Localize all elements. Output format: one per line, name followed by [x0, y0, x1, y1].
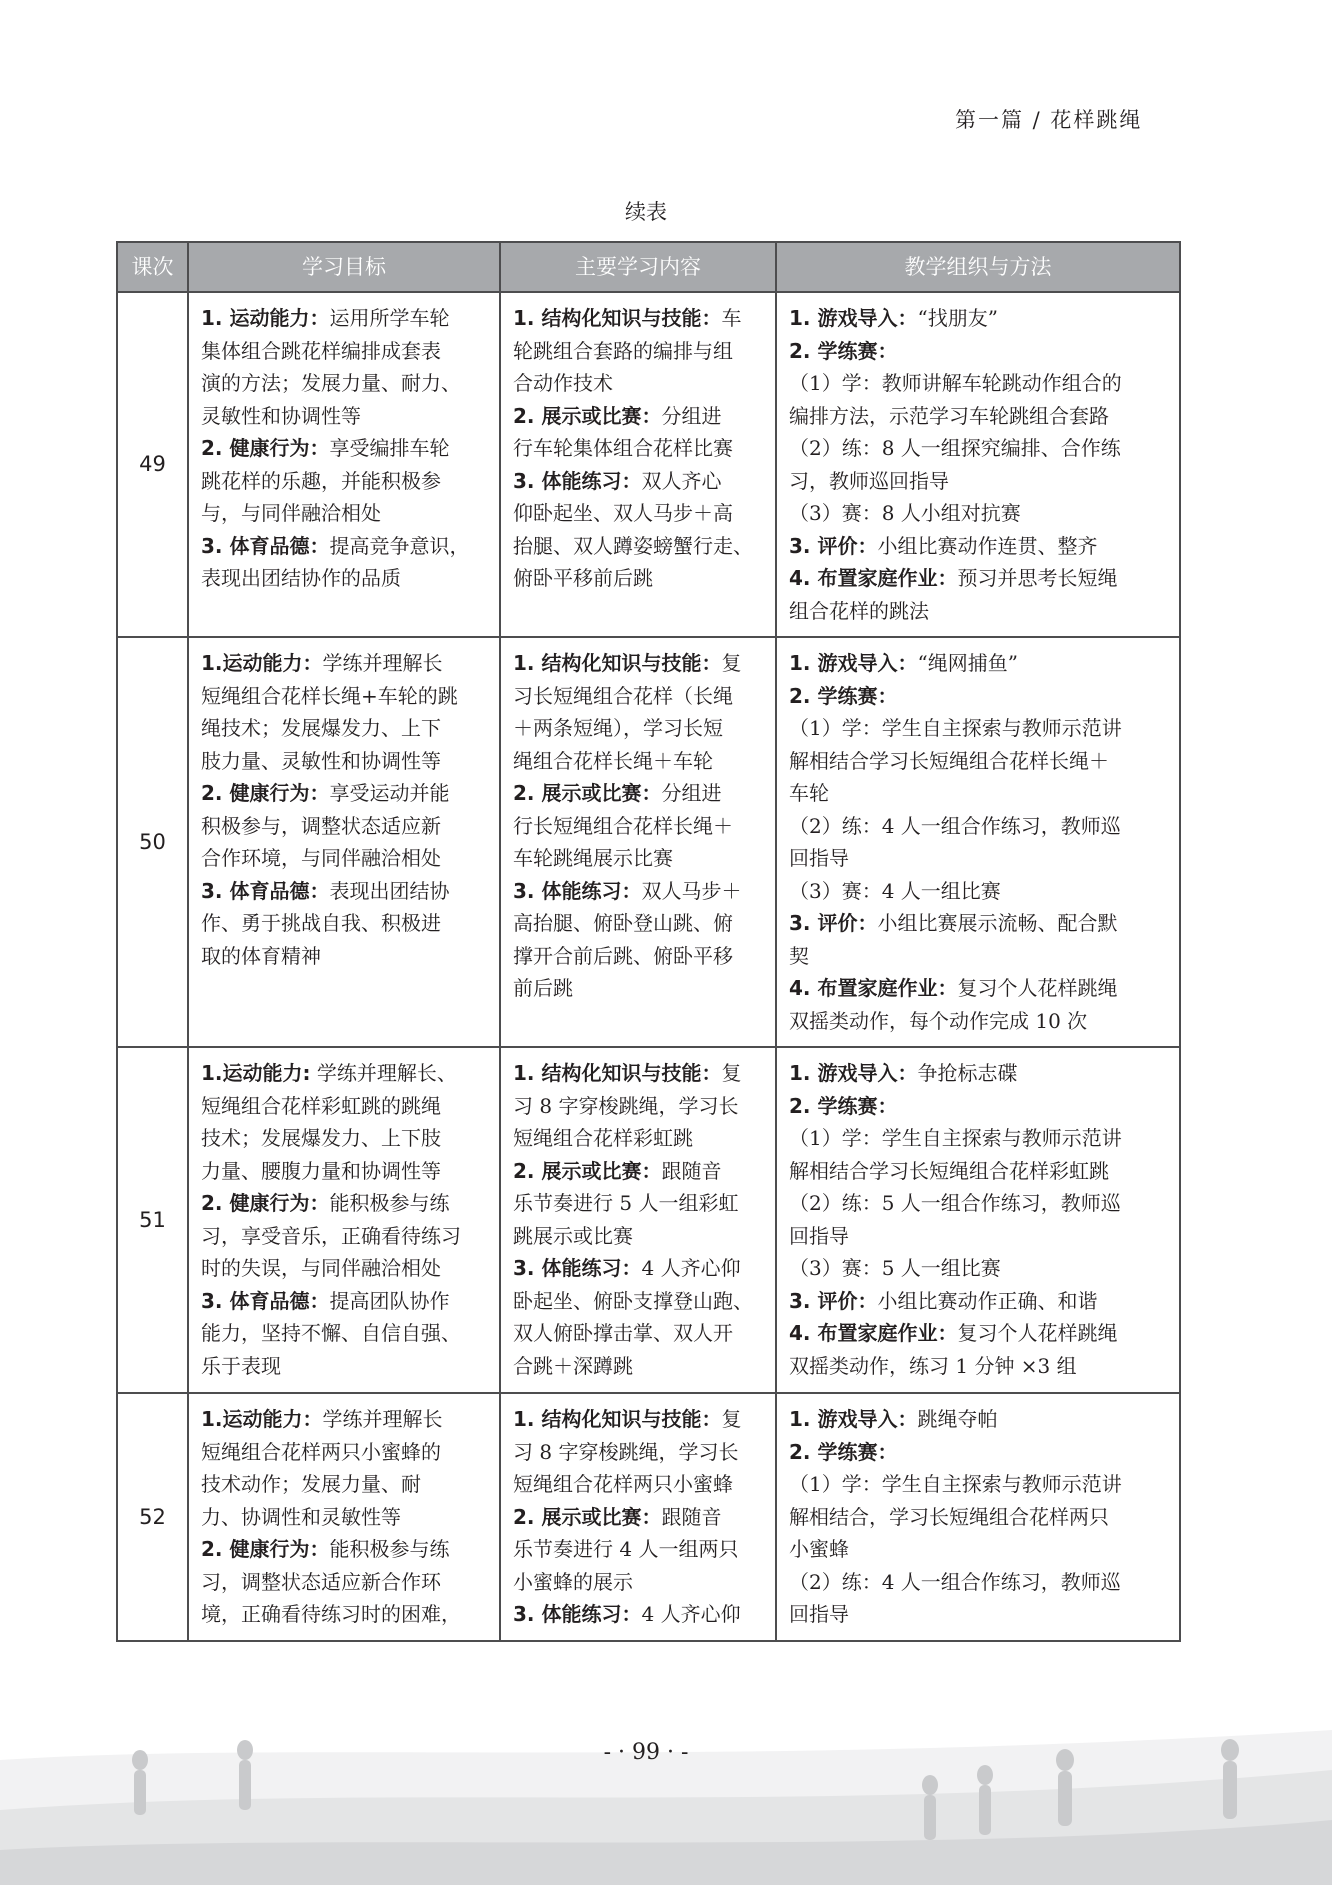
cell-line [789, 1501, 1171, 1534]
cell-line [201, 367, 491, 400]
line-text: 解相结合，学习长短绳组合花样两只 [789, 1504, 1109, 1529]
cell-line [513, 940, 767, 973]
cell-line [513, 1252, 767, 1285]
cell-goals [188, 637, 500, 1047]
line-label: 4. 布置家庭作业： [789, 566, 958, 590]
cell-line [513, 777, 767, 810]
cell-line [513, 1436, 767, 1469]
cell-line [513, 1187, 767, 1220]
cell-line [513, 712, 767, 745]
cell-goals [188, 292, 500, 637]
cell-line [201, 680, 491, 713]
cell-line [789, 367, 1171, 400]
cell-line [513, 1350, 767, 1383]
line-label: 1. 游戏导入： [789, 1407, 918, 1431]
cell-line [789, 1090, 1171, 1123]
lesson-number: 51 [117, 1047, 188, 1393]
line-text: 表现出团结协 [329, 878, 450, 903]
line-label: 3. 体育品德： [201, 533, 330, 558]
cell-line [513, 400, 767, 433]
table-caption: 续表 [625, 200, 667, 224]
line-text: 肢力量、灵敏性和协调性等 [201, 748, 441, 773]
cell-line [201, 777, 491, 810]
cell-line [789, 1057, 1171, 1090]
cell-line [789, 1317, 1171, 1350]
cell-line [201, 530, 491, 563]
header-lesson: 课次 [117, 242, 188, 292]
cell-line [513, 530, 767, 563]
line-label: 2. 健康行为： [201, 436, 330, 460]
cell-line [513, 562, 767, 595]
cell-methods [776, 1047, 1180, 1393]
cell-line [789, 302, 1171, 335]
line-text: 抬腿、双人蹲姿螃蟹行走、 [513, 533, 753, 558]
line-text: 解相结合学习长短绳组合花样长绳＋ [789, 748, 1109, 773]
cell-goals [188, 1047, 500, 1393]
line-text: 复习个人花样跳绳 [957, 1321, 1118, 1345]
line-text: 仰卧起坐、双人马步＋高 [513, 501, 733, 525]
cell-line [513, 1090, 767, 1123]
line-text: 组合花样的跳法 [789, 598, 929, 623]
cell-line [201, 400, 491, 433]
line-text: 运用所学车轮 [329, 306, 450, 330]
footer-decoration [0, 1700, 1332, 1885]
line-text: 学练并理解长 [322, 1407, 443, 1431]
line-text: 复习个人花样跳绳 [957, 976, 1118, 1000]
line-label: 2. 展示或比赛： [513, 1158, 662, 1183]
cell-line [513, 745, 767, 778]
line-text: 4 人齐心仰 [641, 1256, 741, 1280]
cell-line [201, 712, 491, 745]
cell-line [789, 595, 1171, 628]
line-text: 习，享受音乐，正确看待练习 [201, 1223, 461, 1248]
cell-line [789, 712, 1171, 745]
cell-line [789, 530, 1171, 563]
cell-line [789, 810, 1171, 843]
line-label: 2. 学练赛： [789, 1093, 898, 1118]
line-label: 2. 展示或比赛： [513, 403, 662, 428]
cell-line [513, 1403, 767, 1436]
line-text: 小组比赛动作连贯、整齐 [877, 533, 1098, 558]
line-label: 3. 评价： [789, 1288, 878, 1313]
line-text: 学练并理解长 [322, 651, 443, 675]
cell-line [789, 777, 1171, 810]
line-label: 1. 游戏导入： [789, 306, 918, 330]
cell-content [500, 1393, 776, 1641]
line-text: （2）练：4 人一组合作练习，教师巡 [789, 813, 1121, 838]
line-text: 享受编排车轮 [329, 436, 450, 460]
cell-line [201, 1317, 491, 1350]
cell-line [513, 1122, 767, 1155]
line-text: 短绳组合花样彩虹跳的跳绳 [201, 1093, 441, 1118]
line-text: 能积极参与练 [329, 1537, 450, 1561]
line-text: 与，与同伴融洽相处 [201, 501, 381, 525]
cell-content [500, 637, 776, 1047]
line-text: 小蜜蜂 [789, 1537, 849, 1561]
line-text: ＋两条短绳），学习长短 [513, 716, 723, 740]
cell-line [789, 972, 1171, 1005]
cell-line [513, 810, 767, 843]
line-label: 1. 结构化知识与技能： [513, 1061, 722, 1085]
line-label: 1. 结构化知识与技能： [513, 651, 722, 675]
line-text: 契 [789, 943, 809, 968]
line-text: 行长短绳组合花样长绳＋ [513, 813, 733, 838]
line-text: 享受运动并能 [329, 781, 450, 805]
cell-line [513, 842, 767, 875]
line-label: 1.运动能力: [201, 1061, 311, 1085]
cell-line [789, 400, 1171, 433]
cell-line [789, 940, 1171, 973]
cell-line [789, 680, 1171, 713]
cell-content [500, 292, 776, 637]
line-label: 3. 体能练习： [513, 468, 642, 493]
line-label: 3. 评价： [789, 533, 878, 558]
line-label: 3. 评价： [789, 911, 878, 935]
line-text: （3）赛：5 人一组比赛 [789, 1256, 1001, 1280]
cell-line [201, 1533, 491, 1566]
cell-line [513, 972, 767, 1005]
line-text: 俯卧平移前后跳 [513, 566, 653, 590]
cell-line [789, 1220, 1171, 1253]
line-label: 3. 体育品德： [201, 878, 330, 903]
cell-line [201, 745, 491, 778]
line-text: 习长短绳组合花样（长绳 [513, 683, 733, 708]
line-label: 1.运动能力： [201, 651, 323, 675]
lesson-number: 49 [117, 292, 188, 637]
line-text: 习，调整状态适应新合作环 [201, 1569, 441, 1594]
chapter-header: 第一篇 / 花样跳绳 [955, 108, 1143, 132]
cell-line [201, 302, 491, 335]
cell-line [513, 302, 767, 335]
cell-line [201, 842, 491, 875]
cell-line [201, 1403, 491, 1436]
line-text: （3）赛：8 人小组对抗赛 [789, 501, 1021, 525]
header-content: 主要学习内容 [500, 242, 776, 292]
line-text: 学练并理解长、 [310, 1061, 457, 1085]
line-text: 轮跳组合套路的编排与组 [513, 338, 733, 363]
cell-line [201, 497, 491, 530]
line-label: 2. 展示或比赛： [513, 781, 662, 805]
line-text: 复 [721, 1061, 742, 1085]
line-text: 乐于表现 [201, 1353, 281, 1378]
cell-line [513, 1566, 767, 1599]
cell-line [201, 1566, 491, 1599]
line-text: 回指导 [789, 1223, 849, 1248]
line-label: 1.运动能力： [201, 1407, 323, 1431]
line-label: 4. 布置家庭作业： [789, 976, 958, 1000]
cell-methods [776, 1393, 1180, 1641]
line-text: 绳组合花样长绳＋车轮 [513, 748, 713, 773]
cell-line [789, 465, 1171, 498]
cell-line [789, 432, 1171, 465]
line-label: 3. 体能练习： [513, 878, 642, 903]
line-text: 演的方法；发展力量、耐力、 [201, 371, 461, 395]
cell-line [201, 940, 491, 973]
line-text: 提高团队协作 [329, 1288, 450, 1313]
line-label: 2. 健康行为： [201, 1191, 330, 1215]
cell-line [201, 1090, 491, 1123]
line-text: 跳展示或比赛 [513, 1223, 633, 1248]
line-label: 4. 布置家庭作业： [789, 1321, 958, 1345]
cell-line [513, 432, 767, 465]
cell-line [513, 647, 767, 680]
cell-line [513, 1598, 767, 1631]
line-text: 前后跳 [513, 976, 573, 1000]
table-row [117, 637, 1180, 1047]
line-text: 行车轮集体组合花样比赛 [513, 436, 733, 460]
cell-line [789, 1005, 1171, 1038]
line-text: 提高竞争意识， [329, 533, 470, 558]
line-text: 取的体育精神 [201, 943, 321, 968]
line-label: 2. 学练赛： [789, 338, 898, 363]
cell-line [201, 465, 491, 498]
cell-line [513, 497, 767, 530]
line-text: 作、勇于挑战自我、积极进 [201, 911, 441, 935]
line-text: 跳绳夺帕 [917, 1407, 998, 1431]
cell-line [789, 907, 1171, 940]
line-text: 小组比赛展示流畅、配合默 [877, 911, 1118, 935]
cell-line [789, 745, 1171, 778]
line-text: 灵敏性和协调性等 [201, 403, 361, 428]
line-label: 3. 体能练习： [513, 1256, 642, 1280]
cell-line [789, 1187, 1171, 1220]
lesson-number: 50 [117, 637, 188, 1047]
line-text: 能力，坚持不懈、自信自强、 [201, 1321, 461, 1345]
line-text: 编排方法，示范学习车轮跳组合套路 [789, 403, 1109, 428]
cell-line [513, 875, 767, 908]
cell-content [500, 1047, 776, 1393]
cell-line [201, 562, 491, 595]
table-row [117, 1047, 1180, 1393]
line-text: 预习并思考长短绳 [957, 566, 1118, 590]
line-text: 车轮跳绳展示比赛 [513, 846, 673, 870]
cell-line [513, 1155, 767, 1188]
line-text: 争抢标志碟 [917, 1061, 1018, 1085]
line-label: 2. 健康行为： [201, 1537, 330, 1561]
line-label: 1. 游戏导入： [789, 1061, 918, 1085]
line-text: 力量、腰腹力量和协调性等 [201, 1158, 441, 1183]
line-text: 双摇类动作，每个动作完成 10 次 [789, 1008, 1088, 1033]
line-text: 合跳＋深蹲跳 [513, 1353, 633, 1378]
line-text: 双人齐心 [641, 468, 722, 493]
line-text: 双人马步＋ [641, 878, 742, 903]
line-text: 车 [721, 306, 742, 330]
cell-line [789, 1436, 1171, 1469]
line-text: 表现出团结协作的品质 [201, 566, 401, 590]
cell-line [789, 1403, 1171, 1436]
line-text: 跟随音 [661, 1504, 722, 1529]
cell-line [513, 1533, 767, 1566]
line-text: 力、协调性和灵敏性等 [201, 1504, 401, 1529]
line-text: 合作环境，与同伴融洽相处 [201, 846, 441, 870]
cell-line [201, 432, 491, 465]
cell-line [789, 1350, 1171, 1383]
line-label: 2. 学练赛： [789, 683, 898, 708]
cell-line [201, 875, 491, 908]
line-text: 能积极参与练 [329, 1191, 450, 1215]
header-goals: 学习目标 [188, 242, 500, 292]
line-text: 双人俯卧撑击掌、双人开 [513, 1321, 733, 1345]
cell-line [789, 497, 1171, 530]
line-text: 乐节奏进行 5 人一组彩虹 [513, 1191, 739, 1215]
cell-line [513, 907, 767, 940]
cell-line [201, 810, 491, 843]
line-text: 短绳组合花样两只小蜜蜂 [513, 1472, 733, 1496]
line-text: 习 8 字穿梭跳绳，学习长 [513, 1093, 739, 1118]
cell-line [201, 907, 491, 940]
cell-line [201, 335, 491, 368]
table-row [117, 292, 1180, 637]
line-text: （3）赛：4 人一组比赛 [789, 878, 1001, 903]
line-text: 习，教师巡回指导 [789, 468, 949, 493]
cell-line [789, 1598, 1171, 1631]
line-text: （1）学：教师讲解车轮跳动作组合的 [789, 371, 1122, 395]
cell-line [201, 1468, 491, 1501]
line-text: （2）练：4 人一组合作练习，教师巡 [789, 1569, 1121, 1594]
cell-line [513, 1317, 767, 1350]
line-text: 合动作技术 [513, 371, 613, 395]
cell-line [201, 1122, 491, 1155]
cell-line [201, 1436, 491, 1469]
line-text: （2）练：8 人一组探究编排、合作练 [789, 436, 1121, 460]
line-text: 乐节奏进行 4 人一组两只 [513, 1537, 739, 1561]
line-text: “找朋友” [917, 306, 998, 330]
cell-line [513, 367, 767, 400]
line-text: 积极参与，调整状态适应新 [201, 813, 441, 838]
cell-line [789, 1252, 1171, 1285]
cell-methods [776, 292, 1180, 637]
line-text: 习 8 字穿梭跳绳，学习长 [513, 1439, 739, 1464]
cell-line [513, 335, 767, 368]
table-header-row [117, 242, 1180, 292]
line-text: 卧起坐、俯卧支撑登山跑、 [513, 1288, 753, 1313]
line-text: 小蜜蜂的展示 [513, 1569, 633, 1594]
cell-line [789, 1533, 1171, 1566]
line-text: 境，正确看待练习时的困难， [201, 1602, 461, 1626]
lesson-number: 52 [117, 1393, 188, 1641]
cell-line [789, 1155, 1171, 1188]
line-label: 3. 体育品德： [201, 1288, 330, 1313]
line-text: 短绳组合花样彩虹跳 [513, 1126, 693, 1150]
line-label: 1. 运动能力： [201, 306, 330, 330]
table-row [117, 1393, 1180, 1641]
cell-line [513, 1057, 767, 1090]
cell-line [201, 1155, 491, 1188]
line-text: 时的失误，与同伴融洽相处 [201, 1256, 441, 1280]
line-text: 绳技术；发展爆发力、上下 [201, 716, 441, 740]
line-label: 2. 学练赛： [789, 1439, 898, 1464]
lesson-plan-table [116, 241, 1181, 1642]
line-text: 小组比赛动作正确、和谐 [877, 1288, 1098, 1313]
cell-line [789, 1285, 1171, 1318]
line-text: 复 [721, 651, 742, 675]
cell-goals [188, 1393, 500, 1641]
line-label: 2. 健康行为： [201, 781, 330, 805]
cell-line [789, 647, 1171, 680]
header-methods: 教学组织与方法 [776, 242, 1180, 292]
line-text: 复 [721, 1407, 742, 1431]
cell-line [789, 1122, 1171, 1155]
cell-line [789, 875, 1171, 908]
cell-methods [776, 637, 1180, 1047]
page-number: - · 99 · - [603, 1740, 689, 1765]
cell-line [201, 1598, 491, 1631]
cell-line [513, 465, 767, 498]
cell-line [513, 1220, 767, 1253]
line-text: 技术动作；发展力量、耐 [201, 1472, 421, 1496]
line-text: 双摇类动作，练习 1 分钟 ×3 组 [789, 1353, 1077, 1378]
cell-line [201, 1501, 491, 1534]
cell-line [789, 562, 1171, 595]
cell-line [789, 335, 1171, 368]
line-text: （1）学：学生自主探索与教师示范讲 [789, 1472, 1122, 1496]
cell-line [201, 1187, 491, 1220]
line-text: 技术；发展爆发力、上下肢 [201, 1126, 441, 1150]
line-label: 1. 结构化知识与技能： [513, 306, 722, 330]
line-text: 短绳组合花样长绳+车轮的跳 [201, 683, 458, 708]
line-text: 分组进 [661, 781, 722, 805]
line-text: 跟随音 [661, 1158, 722, 1183]
cell-line [789, 1566, 1171, 1599]
cell-line [789, 1468, 1171, 1501]
line-text: 车轮 [789, 781, 829, 805]
line-text: “绳网捕鱼” [917, 651, 1018, 675]
line-label: 1. 结构化知识与技能： [513, 1407, 722, 1431]
line-text: 回指导 [789, 1602, 849, 1626]
cell-line [513, 1501, 767, 1534]
line-label: 1. 游戏导入： [789, 651, 918, 675]
line-text: 跳花样的乐趣，并能积极参 [201, 468, 441, 493]
cell-line [201, 647, 491, 680]
line-text: （1）学：学生自主探索与教师示范讲 [789, 716, 1122, 740]
line-text: 撑开合前后跳、俯卧平移 [513, 943, 733, 968]
line-text: 回指导 [789, 846, 849, 870]
line-text: 分组进 [661, 403, 722, 428]
line-label: 2. 展示或比赛： [513, 1504, 662, 1529]
line-text: 高抬腿、俯卧登山跳、俯 [513, 911, 733, 935]
cell-line [513, 1468, 767, 1501]
cell-line [513, 680, 767, 713]
cell-line [201, 1057, 491, 1090]
cell-line [201, 1285, 491, 1318]
line-text: （1）学：学生自主探索与教师示范讲 [789, 1126, 1122, 1150]
line-text: 解相结合学习长短绳组合花样彩虹跳 [789, 1158, 1109, 1183]
cell-line [513, 1285, 767, 1318]
line-text: 4 人齐心仰 [641, 1602, 741, 1626]
cell-line [789, 842, 1171, 875]
cell-line [201, 1252, 491, 1285]
line-text: （2）练：5 人一组合作练习，教师巡 [789, 1191, 1121, 1215]
cell-line [201, 1220, 491, 1253]
cell-line [201, 1350, 491, 1383]
line-text: 短绳组合花样两只小蜜蜂的 [201, 1439, 441, 1464]
line-label: 3. 体能练习： [513, 1602, 642, 1626]
line-text: 集体组合跳花样编排成套表 [201, 338, 441, 363]
